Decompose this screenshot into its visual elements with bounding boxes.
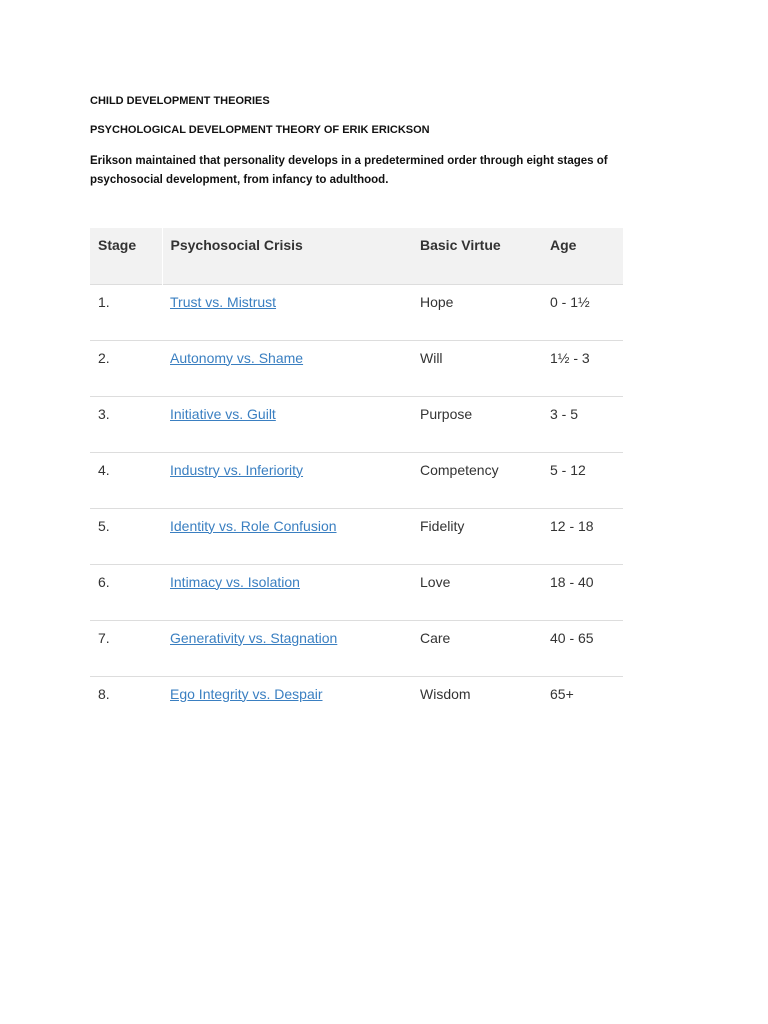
stage-number: 3. — [90, 396, 162, 452]
virtue-cell: Will — [412, 340, 542, 396]
table-row — [90, 676, 623, 732]
header-age: Age — [542, 228, 623, 284]
crisis-link[interactable]: Trust vs. Mistrust — [170, 293, 277, 310]
crisis-cell — [162, 676, 412, 732]
crisis-link[interactable]: Industry vs. Inferiority — [170, 461, 304, 478]
crisis-cell — [162, 620, 412, 676]
age-cell: 40 - 65 — [542, 620, 623, 676]
crisis-cell — [162, 508, 412, 564]
table-row — [90, 340, 623, 396]
age-cell: 18 - 40 — [542, 564, 623, 620]
stage-number: 4. — [90, 452, 162, 508]
crisis-link[interactable]: Generativity vs. Stagnation — [170, 629, 338, 646]
crisis-link[interactable]: Initiative vs. Guilt — [170, 405, 276, 422]
age-cell: 3 - 5 — [542, 396, 623, 452]
crisis-cell — [162, 340, 412, 396]
stage-number: 1. — [90, 284, 162, 340]
crisis-link[interactable]: Autonomy vs. Shame — [170, 349, 304, 366]
table-row — [90, 396, 623, 452]
crisis-cell — [162, 396, 412, 452]
table-row — [90, 620, 623, 676]
virtue-cell: Hope — [412, 284, 542, 340]
crisis-cell — [162, 284, 412, 340]
header-crisis: Psychosocial Crisis — [162, 228, 412, 284]
age-cell: 12 - 18 — [542, 508, 623, 564]
virtue-cell: Purpose — [412, 396, 542, 452]
crisis-link[interactable]: Ego Integrity vs. Despair — [170, 685, 323, 702]
age-cell: 0 - 1½ — [542, 284, 623, 340]
table-row — [90, 564, 623, 620]
virtue-cell: Fidelity — [412, 508, 542, 564]
header-stage: Stage — [90, 228, 162, 284]
stage-number: 6. — [90, 564, 162, 620]
table-row — [90, 452, 623, 508]
stage-number: 2. — [90, 340, 162, 396]
stages-table — [90, 228, 623, 732]
stage-number: 8. — [90, 676, 162, 732]
age-cell: 65+ — [542, 676, 623, 732]
document-heading: CHILD DEVELOPMENT THEORIES — [90, 95, 270, 107]
crisis-link[interactable]: Identity vs. Role Confusion — [170, 517, 337, 534]
crisis-cell — [162, 452, 412, 508]
stage-number: 7. — [90, 620, 162, 676]
age-cell: 1½ - 3 — [542, 340, 623, 396]
table-row — [90, 284, 623, 340]
table-row — [90, 508, 623, 564]
crisis-cell — [162, 564, 412, 620]
table-header-row — [90, 228, 623, 284]
document-subheading: PSYCHOLOGICAL DEVELOPMENT THEORY OF ERIK ERICKSON — [90, 124, 430, 136]
stage-number: 5. — [90, 508, 162, 564]
virtue-cell: Care — [412, 620, 542, 676]
virtue-cell: Competency — [412, 452, 542, 508]
header-virtue: Basic Virtue — [412, 228, 542, 284]
intro-paragraph: Erikson maintained that personality develops in a predetermined order through eight stages of psychosocial development, from infancy to adulthood. — [90, 155, 608, 186]
virtue-cell: Wisdom — [412, 676, 542, 732]
virtue-cell: Love — [412, 564, 542, 620]
age-cell: 5 - 12 — [542, 452, 623, 508]
crisis-link[interactable]: Intimacy vs. Isolation — [170, 573, 300, 590]
